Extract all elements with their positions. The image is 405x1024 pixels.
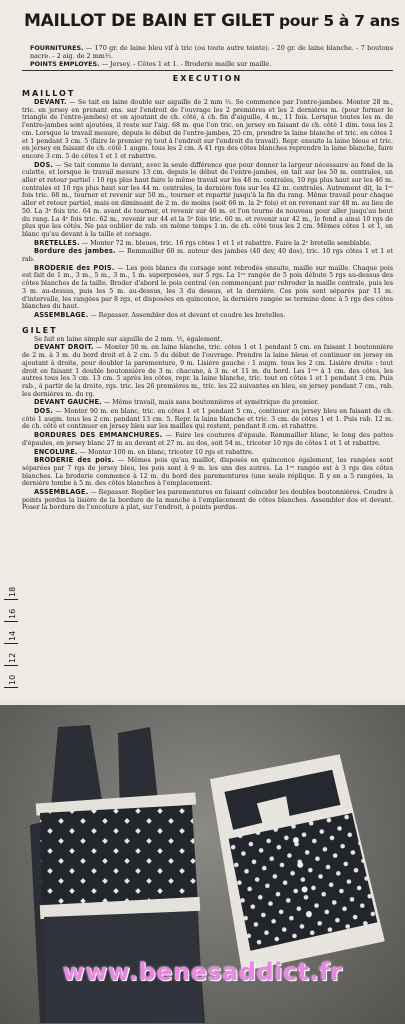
instruction-text: — Les pois blancs du corsage sont rebrodés ensuite, maille sur maille. Chaque pois est fait de 1 m., 3 m., 5 m., 3 m., 1 m. superposées, sur 5 rgs. La 1ʳᵉ rangée de 5 pois débute 5 rgs au-dessus des côtes blanches de la taille. Broder d'abord le pois central (en commençant par rebroder la maille centrale, puis les 3 m. au-dessus, puis les 5 m. au-dessus, les 3 du dessus, et la dernière. Ces pois sont séparés par 11 m. d'intervalle, les rangées par 8 rgs, et disposées en quinconce, la dernière rangée se termine donc à 5 rgs des côtes blanches du haut. [22, 264, 393, 311]
instruction-lead: BRODERIE des pois. [34, 456, 115, 465]
instruction-lead: ASSEMBLAGE. [34, 310, 89, 319]
instruction-lead: Bordure des jambes. [34, 247, 116, 256]
instruction-text: — Monter 90 m. en blanc, tric. en côtes 1 et 1 pendant 5 cm., continuer en jersey bleu en faisant de ch. côté 1 augm. tous les 2 cm. pendant 13 cm. 5. Repr. la laine blanche et tric. 3 cm. de côtes 1 et 1. Puis rab. 12 m. de ch. côté et continuer en jersey bleu sur les mailles qui restent, pendant 8 cm. et rabattre. [22, 408, 393, 431]
ruler-tick [4, 599, 18, 600]
instruction-text: — Mêmes pois qu'au maillot, disposés en quinconce également, les rangées sont séparées par 7 rgs de jersey bleu, les pois sont à 9 m. les uns des autres. La 1ʳᵉ rangée est à 3 rgs des côtes blanches. La broderie commence à 12 m. du bord des parementures (une seule réplique. Il y en a 5 rangées, la dernière tombe à 5 m. des côtes blanches à l'emplacement. [22, 457, 393, 488]
instruction-text: — Monter 50 m. en laine blanche, tric. côtes 1 et 1 pendant 5 cm. en faisant 1 boutonnière de 2 m. à 3 m. du bord droit et à 2 cm. 5 du début de l'ouvrage. Prendre la laine bleue et continuer en jersey en ajoutant à droite, pour doubler la parementure, 9 m. Lisière gauche : 1 augm. tous les 2 cm. Lisière droite : tout droit en faisant 1 double boutonnière de 3 m. chacune, à 3 m. et 11 m. du bord. Les 1ʳᵉˢ à 1 cm. des côtes, les autres tous les 3 cm. 13 cm. 5 après les côtes, repr. la laine blanche, tric. tout en côtes 1 et 1 pendant 3 cm. Puis rab., à partir de la droite, rgs. tric. les 26 premières m., tric. les 22 suivantes en bleu, en jersey pendant 7 cm., rab. les dernières m. du rg. [22, 344, 393, 398]
execution-heading: EXECUTION [172, 74, 243, 83]
instruction-paragraph [22, 240, 393, 248]
title-sub: pour 5 à 7 ans [279, 12, 400, 30]
instruction-text: — Même travail, mais sans boutonnières et symétrique du premier. [103, 399, 319, 407]
measurement-ruler [0, 585, 22, 695]
ruler-label: 14 [8, 630, 17, 641]
site-watermark: www.benesaddict.fr [62, 958, 343, 986]
ruler-tick [4, 643, 18, 644]
instruction-paragraph [22, 449, 393, 457]
cardigan-shape [208, 752, 386, 971]
instruction-text: — Monter 100 m. en blanc, tricoter 10 rgs et rabattre. [79, 448, 254, 456]
instruction-paragraph [22, 432, 393, 447]
instruction-paragraph [22, 489, 393, 512]
ruler-label: 18 [8, 586, 17, 597]
divider [22, 70, 393, 71]
instruction-paragraph [22, 265, 393, 311]
instruction-paragraph [22, 399, 393, 407]
instruction-lead: BORDURES DES EMMANCHURES. [34, 431, 163, 440]
ruler-label: 10 [8, 674, 17, 685]
instruction-paragraph [22, 248, 393, 263]
instruction-lead: BRODERIE des POIS. [34, 263, 115, 272]
fournitures-text: — 170 gr. de laine bleu vif à tric (ou toute autre teinte). - 20 gr. de laine blanche. - 7 boutons nacre. - 2 aig. de 2 mm½. [30, 44, 393, 60]
instruction-paragraph [22, 408, 393, 431]
instruction-paragraph [22, 344, 393, 398]
instruction-lead: ASSEMBLAGE. [34, 488, 89, 497]
gilet-heading: GILET [22, 325, 58, 335]
title-main: MAILLOT DE BAIN ET GILET [24, 11, 274, 31]
fournitures-label: FOURNITURES. [30, 44, 84, 52]
instruction-paragraph [22, 312, 393, 320]
instruction-lead: DEVANT GAUCHE. [34, 398, 102, 407]
instruction-paragraph [22, 99, 393, 161]
instruction-text: — Monter 72 m. bleues, tric. 16 rgs côtes 1 et 1 et rabattre. Faire la 2ᵉ bretelle semblable. [81, 239, 372, 247]
instruction-lead: DOS. [34, 407, 54, 416]
instruction-lead: DEVANT. [34, 98, 67, 106]
instruction-text: — Faire les coutures d'épaule. Remmailler blanc, le long des pattes d'épaules, en jersey blanc 27 m au devant et 27 m. au dos, soit 54 m., tricoter 10 rgs de côtes 1 et 1 et rabattre. [22, 432, 393, 447]
instruction-text: — Remmailler 60 m. autour des jambes (40 dev, 40 dos), tric. 10 rgs côtes 1 et 1 et rab. [22, 248, 393, 264]
gilet-instructions [22, 344, 393, 512]
ruler-label: 16 [8, 608, 17, 619]
instruction-text: — Se tait comme le devant, avec la seule différence que pour donner la largeur nécessaire au fond de la culotte, et lorsque le travail mesure 13 cm. depuis le début de l'entre-jambes, on tait sur les 50 m. centrales, un aller et retour partiel : 10 rgs plus haut faire le même travail sur les 48 m. centrales, 10 rgs plus haut sur les 46 m. centrales et 10 rgs plus haut sur les 44 m. centrales, la dernière fois sur les 42 m. centrales. Autrement dit, la 1ʳᵉ fois tric. 68 m., tourner et revenir sur 50 m., tourner et repartir jusqu'à la fin du rang. Même travail pour chaque aller et retour partiel, mais en diminuant de 2 m. de moins (soit 66 m. la 2ᵉ fois) et en revenant sur 48 m. au lieu de 50. La 3ᵉ fois tric. 64 m. avant de tourner, et revenir sur 46 m. et l'on tourne de nouveau pour aller jusqu'au bout du rang. La 4ᵉ fois tric. 62 m., revenir sur 44 et la 5ᵉ fois tric. 60 m. et revenir sur 42 m., le fond a ainsi 10 rgs de plus que les côtés. Ne pas oublier de rab. en même temps 1 m. de ch. côté tous les 2 cm. Mêmes côtes 1 et 1, en blanc qu'au devant à la taille et corsage. [22, 161, 393, 238]
instruction-lead: BRETELLES. [34, 238, 80, 247]
ruler-label: 12 [8, 652, 17, 663]
instruction-paragraph [22, 162, 393, 239]
instruction-lead: DOS. [34, 160, 54, 169]
instruction-lead: DEVANT DROIT. [34, 343, 94, 352]
points-label: POINTS EMPLOYES. [30, 60, 100, 68]
instruction-text: — Se tait en laine double sur aiguille de 2 mm ½. Se commence par l'entre-jambes. Monter 28 m., tric. en jersey en prenant ens. sur l'endroit de l'ouvrage les 2 premières et les 2 dernières m. (pour former le triangle de l'entre-jambes) et en ajoutant de ch. côté, à ch. fin d'aiguille, 4 m., 11 fois. Lorsque toutes les m. de l'entre-jambes sont ajoutées, il reste sur l'aig. 68 m. que l'on tric. en jersey en faisant de ch. côté 1 dim. tous les 2 cm. Lorsque le travail mesure, depuis le début de l'entre-jambes, 25 cm, prendre la laine blanche et tric. en côtes 1 et 1 pendant 3 cm. 5 (faire le premier rg tout à l'endroit sur l'endroit du travail). Repr. ensuite la laine bleue et tric. en jersey en faisant de ch. côté 1 augm. tous les 2 cm. A 41 rgs des côtes blanches reprendre la laine blanche, faire encore 3 cm. 5 de côtes 1 et 1 et rabattre. [22, 99, 393, 160]
instruction-lead: ENCOLURE. [34, 447, 78, 456]
gilet-intro: Se fait en laine simple sur aiguille de 2 mm. ½, également. [34, 335, 223, 343]
instruction-paragraph [22, 457, 393, 488]
ruler-tick [4, 665, 18, 666]
ruler-tick [4, 687, 18, 688]
points-text: — Jersey. - Côtes 1 et 1. - Broderie maille sur maille. [101, 60, 272, 68]
page-title [24, 11, 400, 31]
supplies-block [30, 44, 393, 68]
maillot-instructions [22, 99, 393, 320]
instruction-text: — Repasser. Replier les parementures en faisant coïncider les doubles boutonnières. Coudre à points perdus la lisière de la bordure de la manche à l'emplacement de côtes blanches. Assembler dos et devant. Poser la bordure de l'encolure à plat, sur l'endroit, à points perdus. [22, 489, 393, 512]
ruler-tick [4, 621, 18, 622]
instruction-text: — Repasser. Assembler dos et devant et coudre les bretelles. [90, 311, 286, 319]
maillot-heading: MAILLOT [22, 89, 76, 98]
